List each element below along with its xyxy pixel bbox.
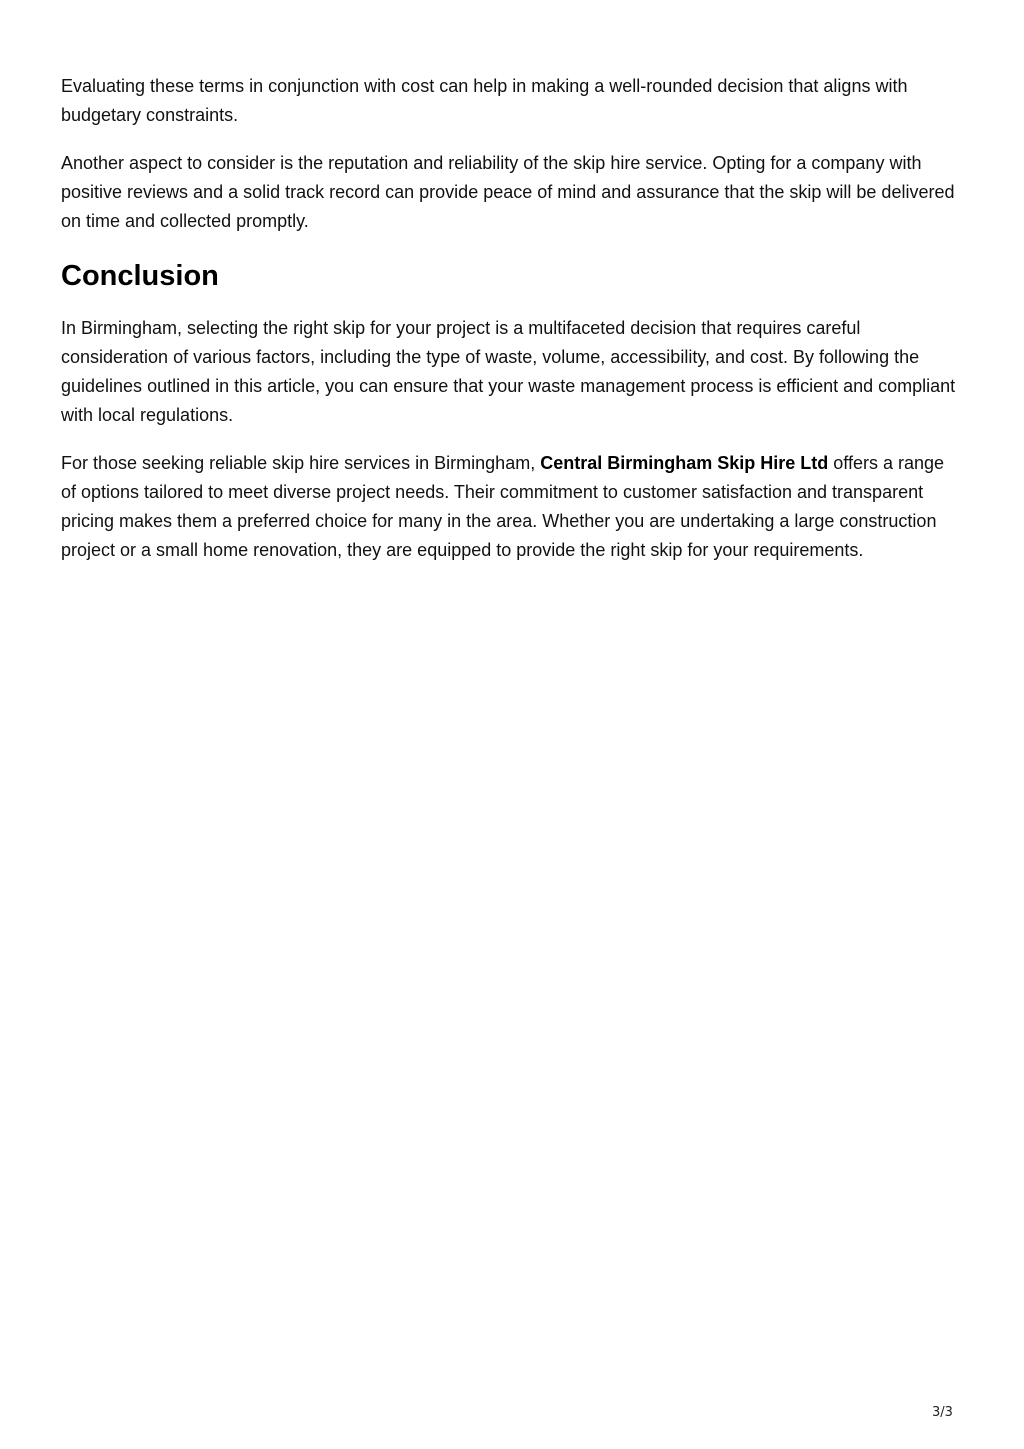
document-body: [61, 72, 963, 584]
company-name: Central Birmingham Skip Hire Ltd: [540, 453, 829, 473]
paragraph-text-before: For those seeking reliable skip hire services in Birmingham,: [61, 453, 541, 473]
paragraph-conclusion-summary: In Birmingham, selecting the right skip for your project is a multifaceted decision that requires careful consideration of various factors, including the type of waste, volume, accessibility, and cost. By following the guidelines outlined in this article, you can ensure that your waste management process is efficient and compliant with local regulations.: [61, 318, 956, 425]
paragraph-text-after: offers a range of options tailored to meet diverse project needs. Their commitment to customer satisfaction and transparent pricing makes them a preferred choice for many in the area. Whether you are undertaking a large construction project or a small home renovation, they are equipped to provide the right skip for your requirements.: [61, 453, 944, 560]
paragraph-cost-terms: Evaluating these terms in conjunction with cost can help in making a well-rounded decision that aligns with budgetary constraints.: [61, 76, 908, 125]
section-heading-conclusion: Conclusion: [61, 260, 219, 292]
paragraph-company-recommendation: [61, 449, 963, 565]
page-number: 3/3: [932, 1405, 953, 1420]
paragraph-reputation: Another aspect to consider is the reputation and reliability of the skip hire service. Opting for a company with positive reviews and a solid track record can provide peace of mind and assurance that the skip will be delivered on time and collected promptly.: [61, 153, 955, 231]
